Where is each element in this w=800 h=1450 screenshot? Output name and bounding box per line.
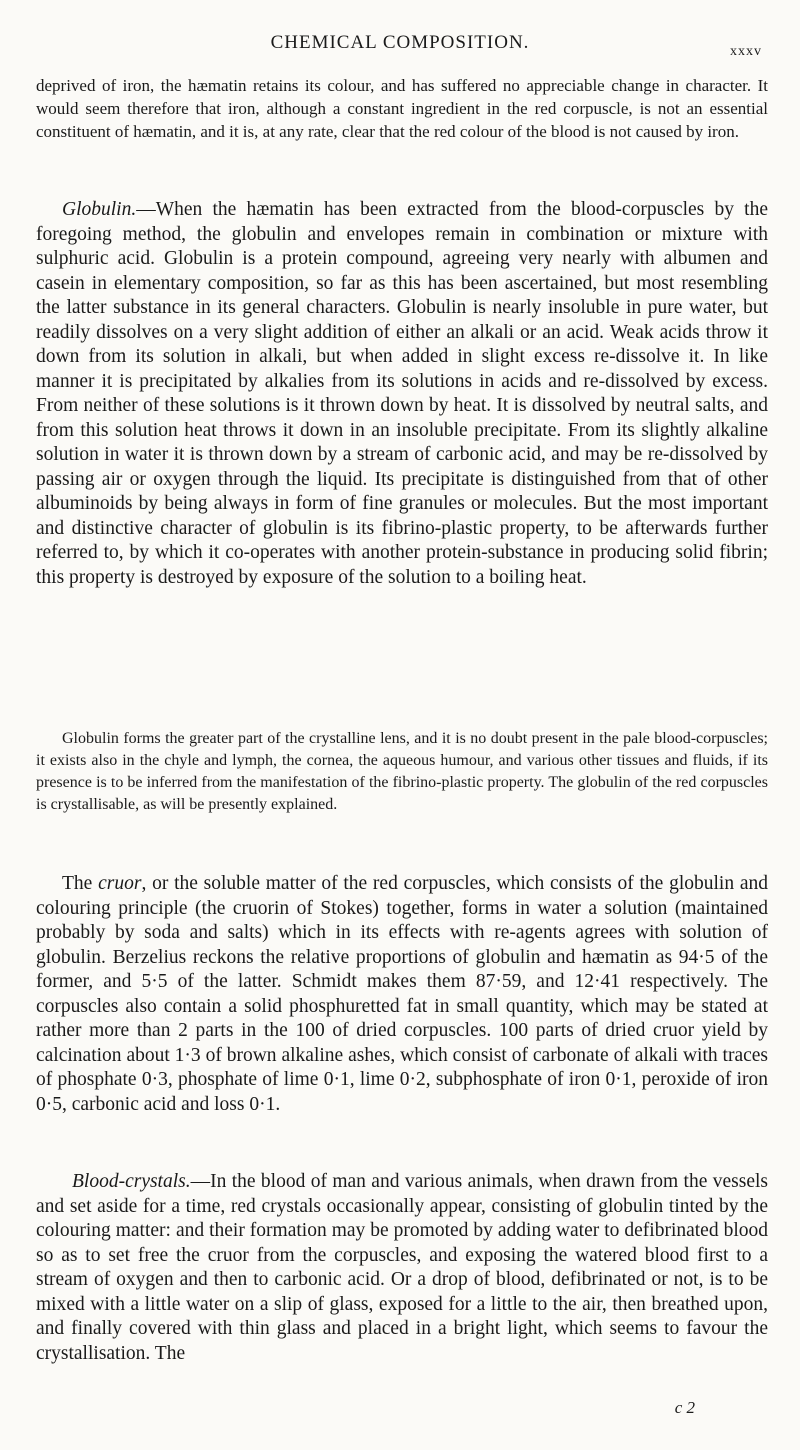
cruor-text: , or the soluble matter of the red corpuscles, which consists of the globulin and colouring principle (the cruorin of Stokes) together, forms in water a solution (maintained probably by soda and salts) which in its effects with re-agents agrees with solution of globulin. Berzelius reckons the relative proportions of globulin and hæmatin as 94·5 of the former, and 5·5 of the latter. Schmidt makes them 87·59, and 12·41 respectively. The corpuscles also contain a solid phosphuretted fat in small quantity, which may be stated at rather more than 2 parts in the 100 of dried corpuscles. 100 parts of dried cruor yield by calcination about 1·3 of brown alkaline ashes, which consist of carbonate of alkali with traces of phosphate 0·3, phosphate of lime 0·1, lime 0·2, subphosphate of iron 0·1, peroxide of iron 0·5, carbonic acid and loss 0·1. <box>36 873 768 1115</box>
signature-mark: c 2 <box>674 1398 695 1417</box>
blood-crystals-heading: Blood-crystals. <box>72 1171 191 1192</box>
lead-paragraph-text: deprived of iron, the hæmatin retains its colour, and has suffered no appreciable change in character. It would seem therefore that iron, although a constant ingredient in the red corpuscle, is not an essential constituent of hæmatin, and it is, at any rate, clear that the red colour of the blood is not caused by iron. <box>36 76 768 141</box>
cruor-paragraph <box>36 872 768 1117</box>
cruor-term: cruor <box>98 873 142 894</box>
running-title: CHEMICAL COMPOSITION. <box>270 32 530 53</box>
globulin-heading: Globulin. <box>62 199 137 220</box>
small-print-note <box>36 728 768 816</box>
blood-crystals-paragraph <box>36 1170 768 1366</box>
cruor-intro: The <box>62 873 99 894</box>
lead-paragraph <box>36 74 768 143</box>
page-number: xxxv <box>730 44 762 59</box>
blood-crystals-text: —In the blood of man and various animals, when drawn from the vessels and set aside for a time, red crystals occasionally appear, consisting of globulin tinted by the colouring matter: and their formation may be promoted by adding water to defibrinated blood so as to set free the cruor from the corpuscles, and exposing the watered blood first to a stream of oxygen and then to carbonic acid. Or a drop of blood, defibrinated or not, is to be mixed with a little water on a slip of glass, exposed for a little to the air, then breathed upon, and finally covered with thin glass and placed in a bright light, which seems to favour the crystallisation. The <box>36 1171 768 1364</box>
globulin-text: —When the hæmatin has been extracted from the blood-corpuscles by the foregoing method, the globulin and envelopes remain in combination or mixture with sulphuric acid. Globulin is a protein compound, agreeing very nearly with albumen and casein in elementary composition, so far as this has been ascertained, but most resembling the latter substance in its general characters. Globulin is nearly insoluble in pure water, but readily dissolves on a very slight addition of either an alkali or an acid. Weak acids throw it down from its solution in alkali, but when added in slight excess re-dissolve it. In like manner it is precipitated by alkalies from its solutions in acids and re-dissolved by excess. From neither of these solutions is it thrown down by heat. It is dissolved by neutral salts, and from this solution heat throws it down in an insoluble precipitate. From its slightly alkaline solution in water it is thrown down by a stream of carbonic acid, and may be re-dissolved by passing air or oxygen through the liquid. Its precipitate is distinguished from that of other albuminoids by being always in form of fine granules or molecules. But the most important and distinctive character of globulin is its fibrino-plastic property, to be afterwards further referred to, by which it co-operates with another protein-substance in producing solid fibrin; this property is destroyed by exposure of the solution to a boiling heat. <box>36 199 768 588</box>
page-header <box>0 28 800 60</box>
globulin-paragraph <box>36 198 768 590</box>
small-print-text: Globulin forms the greater part of the crystalline lens, and it is no doubt present in the pale blood-corpuscles; it exists also in the chyle and lymph, the cornea, the aqueous humour, and various other tissues and fluids, if its presence is to be inferred from the manifestation of the fibrino-plastic property. The globulin of the red corpuscles is crystallisable, as will be presently explained. <box>36 730 768 813</box>
